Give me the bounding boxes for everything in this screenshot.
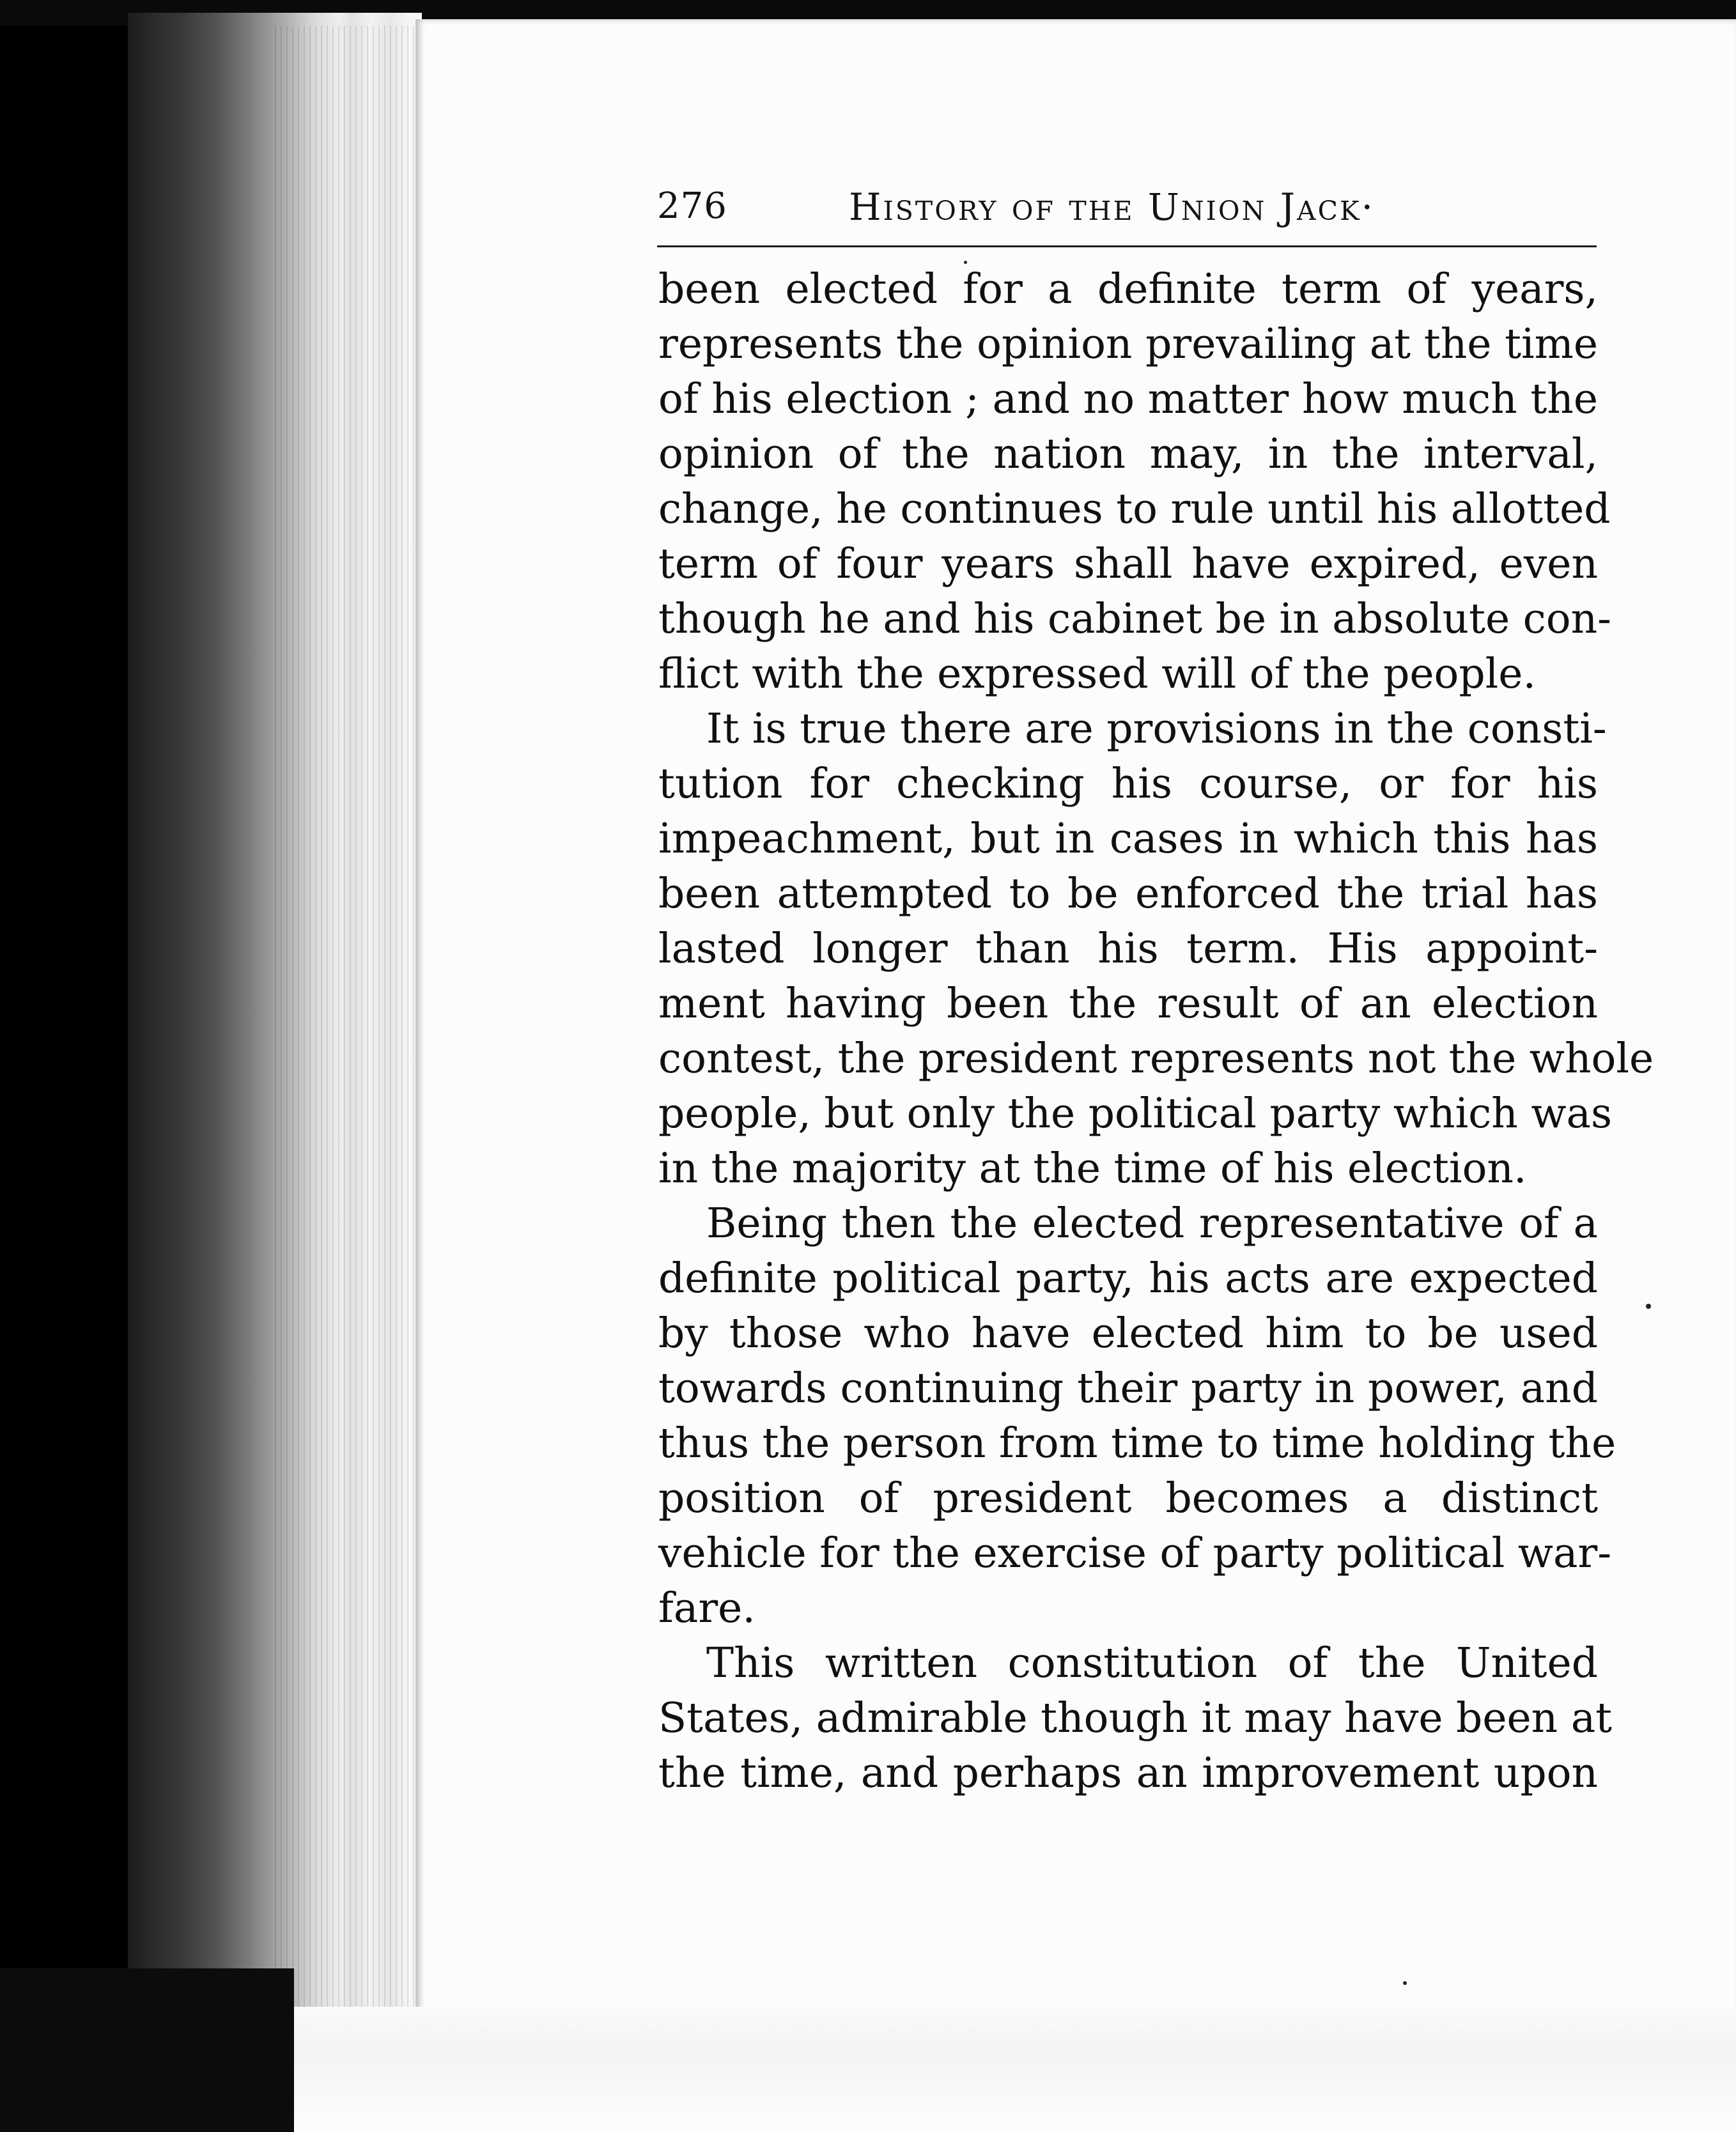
text-line: States, admirable though it may have been at: [658, 1694, 1613, 1742]
text-line: Being then the elected representative of a: [706, 1200, 1598, 1248]
text-line: been elected for a definite term of years,: [658, 265, 1598, 313]
page-body: [658, 262, 1654, 1801]
text-line: ment having been the result of an election: [658, 980, 1598, 1028]
scan-border-bottom-left: [0, 1968, 294, 2132]
header-rule: [657, 245, 1597, 247]
text-line: It is true there are provisions in the consti-: [706, 705, 1607, 753]
text-line: term of four years shall have expired, even: [658, 540, 1598, 588]
text-line: opinion of the nation may, in the interval,: [658, 430, 1598, 478]
text-line: contest, the president represents not the whole: [658, 1035, 1654, 1083]
text-line: thus the person from time to time holding the: [658, 1419, 1616, 1467]
paragraph: [658, 262, 1611, 702]
text-line: in the majority at the time of his election.: [658, 1145, 1527, 1193]
text-line: of his election ; and no matter how much the: [658, 375, 1598, 423]
running-title: History of the Union Jack·: [849, 185, 1376, 229]
text-line: though he and his cabinet be in absolute con-: [658, 595, 1611, 643]
text-line: people, but only the political party which was: [658, 1090, 1613, 1138]
scan-speck: [1646, 1304, 1651, 1309]
text-line: the time, and perhaps an improvement upon: [658, 1749, 1598, 1797]
scan-speck: [964, 261, 967, 264]
text-line: This written constitution of the United: [706, 1639, 1598, 1687]
text-line: change, he continues to rule until his allotted: [658, 485, 1611, 533]
text-line: position of president becomes a distinct: [658, 1474, 1598, 1522]
page-number: 276: [657, 185, 727, 227]
text-line: been attempted to be enforced the trial has: [658, 870, 1598, 918]
text-line: towards continuing their party in power, and: [658, 1364, 1598, 1412]
text-line: lasted longer than his term. His appoint-: [658, 925, 1598, 973]
text-line: fare.: [658, 1584, 756, 1632]
text-line: tution for checking his course, or for his: [658, 760, 1598, 808]
text-line: definite political party, his acts are expected: [658, 1255, 1598, 1302]
page-stack-lines: [275, 26, 422, 2039]
text-line: impeachment, but in cases in which this has: [658, 815, 1598, 863]
text-line: by those who have elected him to be used: [658, 1309, 1598, 1357]
paragraph: [658, 1636, 1613, 1801]
scan-speck: [1403, 1981, 1407, 1985]
text-line: flict with the expressed will of the people.: [658, 650, 1536, 698]
paragraph: [658, 1196, 1616, 1636]
page-bottom-edge: [249, 2007, 1736, 2132]
text-line: vehicle for the exercise of party political war-: [658, 1529, 1612, 1577]
paragraph: [658, 702, 1654, 1196]
text-line: represents the opinion prevailing at the time: [658, 320, 1598, 368]
running-head: [657, 185, 1600, 236]
